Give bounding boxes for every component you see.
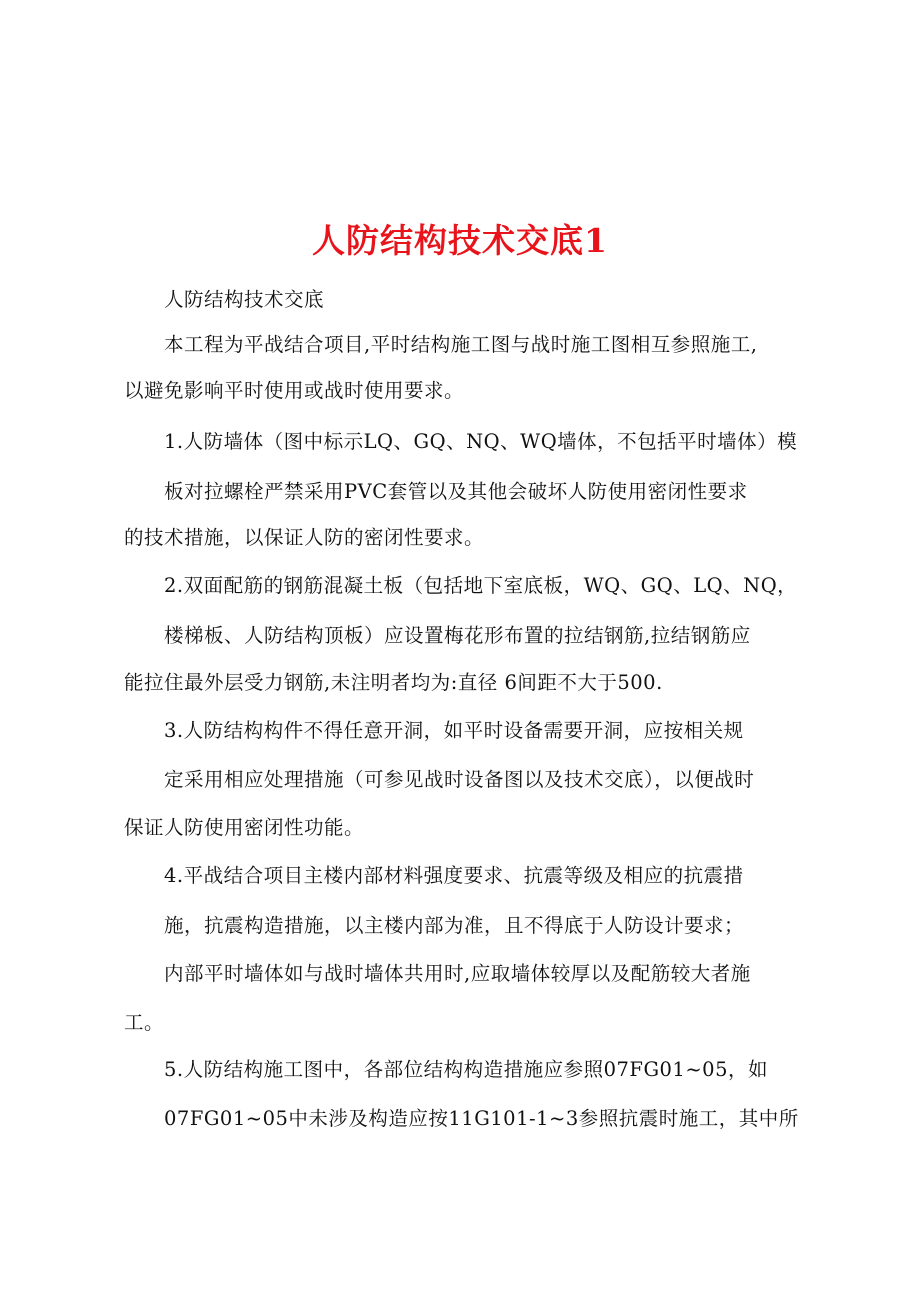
text-line: 内部平时墙体如与战时墙体共用时,应取墙体较厚以及配筋较大者施 <box>164 962 751 985</box>
text-line: 板对拉螺栓严禁采用PVC套管以及其他会破坏人防使用密闭性要求 <box>164 480 748 503</box>
text-line: 本工程为平战结合项目,平时结构施工图与战时施工图相互参照施工, <box>164 333 758 356</box>
text-line: 能拉住最外层受力钢筋,未注明者均为:直径 6间距不大于500. <box>124 671 663 694</box>
text-line: 施，抗震构造措施，以主楼内部为准，且不得底于人防设计要求； <box>164 914 745 937</box>
text-line: 07FG01~05中未涉及构造应按11G101-1~3参照抗震时施工，其中所 <box>164 1107 799 1130</box>
text-line: 3.人防结构构件不得任意开洞，如平时设备需要开洞，应按相关规 <box>164 719 744 742</box>
text-line: 5.人防结构施工图中，各部位结构构造措施应参照07FG01~05，如 <box>164 1058 768 1081</box>
text-line: 人防结构技术交底 <box>164 288 325 311</box>
text-line: 4.平战结合项目主楼内部材料强度要求、抗震等级及相应的抗震措 <box>164 864 744 887</box>
text-line: 工。 <box>124 1011 165 1034</box>
text-line: 1.人防墙体（图中标示LQ、GQ、NQ、WQ墙体，不包括平时墙体）模 <box>164 430 798 453</box>
document-title: 人防结构技术交底1 <box>312 221 608 261</box>
text-line: 楼梯板、人防结构顶板）应设置梅花形布置的拉结钢筋,拉结钢筋应 <box>164 624 751 647</box>
text-line: 定采用相应处理措施（可参见战时设备图以及技术交底），以便战时 <box>164 768 755 791</box>
text-line: 的技术措施，以保证人防的密闭性要求。 <box>124 526 485 549</box>
text-line: 保证人防使用密闭性功能。 <box>124 816 365 839</box>
text-line: 2.双面配筋的钢筋混凝土板（包括地下室底板，WQ、GQ、LQ、NQ， <box>164 574 798 597</box>
text-line: 以避免影响平时使用或战时使用要求。 <box>124 379 465 402</box>
